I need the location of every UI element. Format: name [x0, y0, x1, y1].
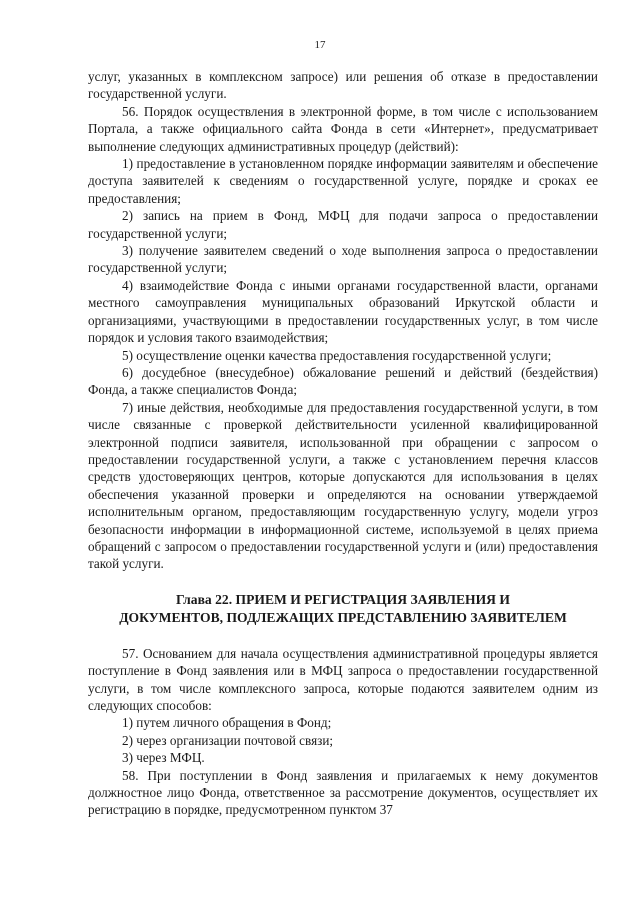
paragraph-56: 56. Порядок осуществления в электронной форме, в том числе с использованием Портала, а также официального сайта Фонда в сети «Интернет», предусматривает выполнение следующих административных процедур (действий):: [88, 103, 598, 154]
list-item-56-7: 7) иные действия, необходимые для предоставления государственной услуги, в том числе связанные с проверкой действительности усиленной квалифицированной электронной подписи заявителя, использованной при обращении с запросом о предоставлении государственной услуги, а также с установлением перечня классов средств удостоверяющих центров, которые допускаются для использования в целях обеспечения указанной проверки и определяются на основании утверждаемой исполнительным органом, предоставляющим государственную услугу, модели угроз безопасности информации в информационной системе, используемой в целях приема обращений с запросом о предоставлении государственной услуги и (или) предоставления такой услуги.: [88, 399, 598, 572]
paragraph-57: 57. Основанием для начала осуществления административной процедуры является поступление в Фонд заявления или в МФЦ запроса о предоставлении государственной услуги, в том числе комплексного запроса, которые подаются заявителем одним из следующих способов:: [88, 645, 598, 713]
list-item-56-6: 6) досудебное (внесудебное) обжалование решений и действий (бездействия) Фонда, а также специалистов Фонда;: [88, 364, 598, 398]
paragraph-continuation: услуг, указанных в комплексном запросе) или решения об отказе в предоставлении государственной услуги.: [88, 69, 598, 102]
list-item-56-4: 4) взаимодействие Фонда с иными органами государственной власти, органами местного самоуправления муниципальных образований Иркутской области и организациями, участвующими в предоставлении государственных услуг, в том числе порядок и условия такого взаимодействия;: [88, 277, 598, 346]
list-item-57-1: 1) путем личного обращения в Фонд;: [122, 715, 332, 731]
list-item-57-3: 3) через МФЦ.: [122, 750, 205, 766]
list-item-56-2: 2) запись на прием в Фонд, МФЦ для подачи запроса о предоставлении государственной услуги;: [88, 208, 598, 241]
paragraph-58: 58. При поступлении в Фонд заявления и прилагаемых к нему документов должностное лицо Фонда, ответственное за рассмотрение документов, осуществляет их регистрацию в порядке, предусмотренном пунктом 37: [88, 767, 598, 818]
chapter-heading-line-2: ДОКУМЕНТОВ, ПОДЛЕЖАЩИХ ПРЕДСТАВЛЕНИЮ ЗАЯВИТЕЛЕМ: [119, 609, 567, 625]
list-item-57-2: 2) через организации почтовой связи;: [122, 732, 334, 748]
chapter-heading: [88, 591, 598, 627]
list-item-56-1: 1) предоставление в установленном порядке информации заявителям и обеспечение доступа заявителей к сведениям о государственной услуге, порядке и сроках ее предоставления;: [88, 156, 598, 206]
list-item-56-5: 5) осуществление оценки качества предоставления государственной услуги;: [122, 347, 552, 363]
document-body: [88, 68, 598, 819]
list-item-56-3: 3) получение заявителем сведений о ходе выполнения запроса о предоставлении государственной услуги;: [88, 243, 598, 276]
page-number: 17: [314, 39, 326, 51]
chapter-heading-line-1: Глава 22. ПРИЕМ И РЕГИСТРАЦИЯ ЗАЯВЛЕНИЯ И: [176, 591, 510, 607]
